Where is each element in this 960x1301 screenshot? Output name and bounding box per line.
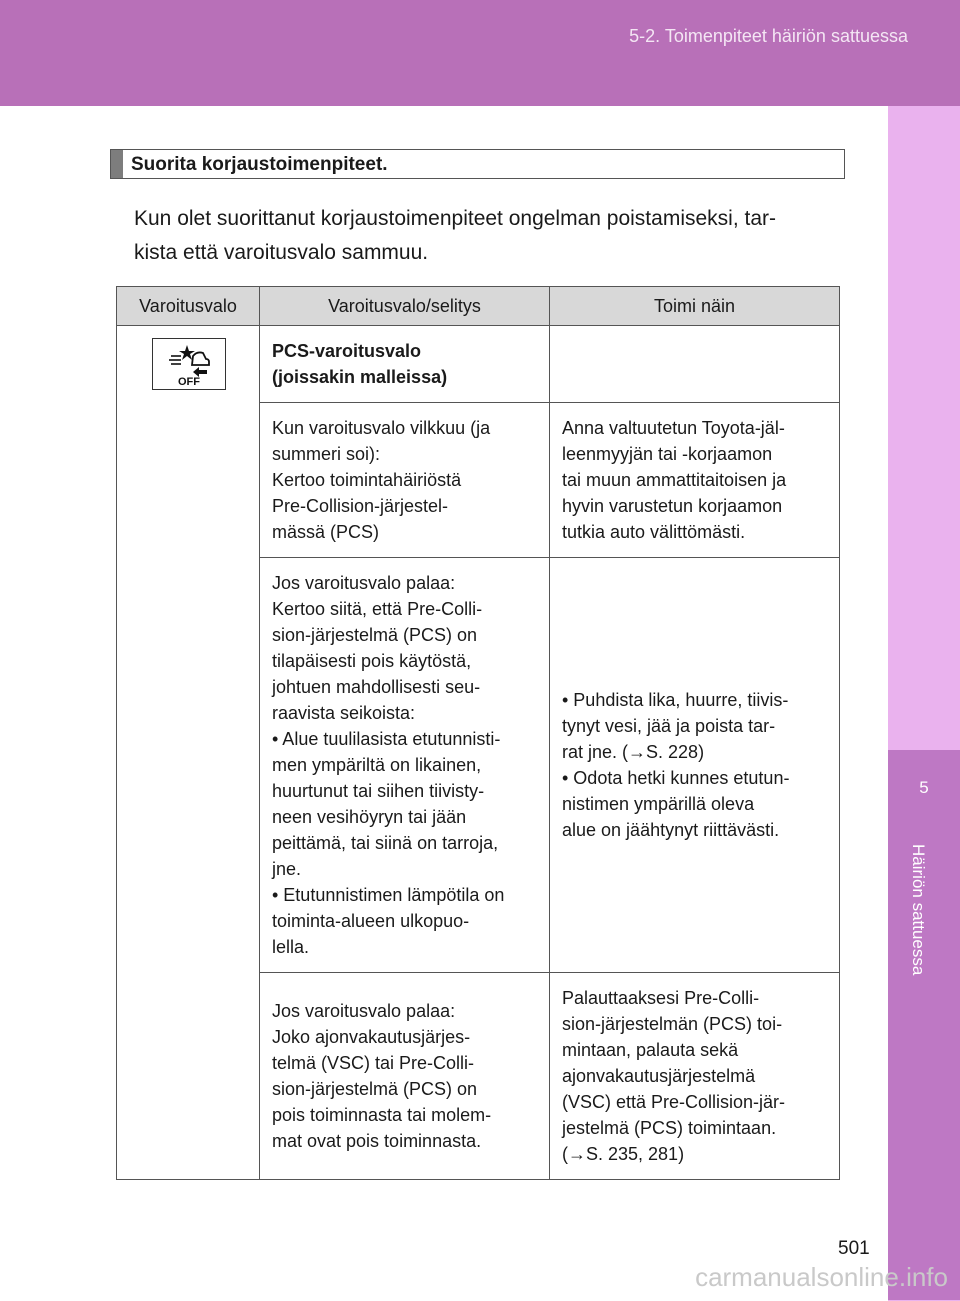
page-number: 501 <box>838 1238 870 1259</box>
warning-light-cell <box>117 326 260 1180</box>
explanation-cell: Jos varoitusvalo palaa: Joko ajonvakautusjärjes- telmä (VSC) tai Pre-Colli- sion-järjestelmä (PCS) on pois toiminnasta tai molem- mat ovat pois toiminnasta. <box>260 973 550 1180</box>
table-row <box>117 326 840 403</box>
bullet-item: • Puhdista lika, huurre, tiivis- tynyt vesi, jää ja poista tar- rat jne. (→S. 228) <box>562 690 789 762</box>
warning-light-table <box>116 286 840 1180</box>
column-header: Toimi näin <box>550 287 840 326</box>
intro-line: Kun olet suorittanut korjaustoimenpiteet ongelman poistamiseksi, tar- <box>134 207 776 230</box>
column-header: Varoitusvalo <box>117 287 260 326</box>
column-header: Varoitusvalo/selitys <box>260 287 550 326</box>
bullet-item: • Alue tuulilasista etutunnisti- men ympäriltä on likainen, huurtunut tai siihen tiivisty- neen vesihöyryn tai jään peittämä, tai siinä on tarroja, jne. <box>272 729 501 879</box>
svg-text:OFF: OFF <box>178 376 200 388</box>
intro-paragraph <box>134 202 844 270</box>
section-heading: Suorita korjaustoimenpiteet. <box>131 154 388 175</box>
bullet-item: • Etutunnistimen lämpötila on toiminta-alueen ulkopuo- lella. <box>272 885 505 957</box>
explanation-cell: Jos varoitusvalo palaa: Kertoo siitä, että Pre-Colli- sion-järjestelmä (PCS) on tilapäisesti pois käytöstä, johtuen mahdollisesti seu- raavista seikoista: • Alue tuulilasista etutunnisti- men ympäriltä on likainen, huurtunut tai siihen tiivisty- neen vesihöyryn tai jään peittämä, tai siinä on tarroja, jne. • Etutunnistimen lämpötila on toiminta-alueen ulkopuo- lella. <box>260 558 550 973</box>
empty-cell <box>550 326 840 403</box>
chapter-name: Häiriön sattuessa <box>909 844 928 976</box>
header-band <box>0 0 960 106</box>
action-cell: Palauttaaksesi Pre-Colli- sion-järjestelmän (PCS) toi- mintaan, palauta sekä ajonvakautusjärjestelmä (VSC) että Pre-Collision-jär- jestelmä (PCS) toimintaan. (→S. 235, 281) <box>550 973 840 1180</box>
pcs-title-cell: PCS-varoitusvalo (joissakin malleissa) <box>260 326 550 403</box>
section-title: 5-2. Toimenpiteet häiriön sattuessa <box>629 26 908 46</box>
action-cell: Anna valtuutetun Toyota-jäl- leenmyyjän tai -korjaamon tai muun ammattitaitoisen ja hyvin varustetun korjaamon tutkia auto välittömästi. <box>550 403 840 558</box>
table-header-row <box>117 287 840 326</box>
action-cell <box>550 558 840 973</box>
intro-line: kista että varoitusvalo sammuu. <box>134 241 429 264</box>
chapter-tab <box>888 750 960 1300</box>
pcs-off-warning-icon <box>152 338 226 390</box>
bullet-item: • Odota hetki kunnes etutun- nistimen ympärillä oleva alue on jäähtynyt riittävästi. <box>562 768 790 840</box>
chapter-number: 5 <box>919 778 929 797</box>
section-heading-bar <box>110 149 845 179</box>
explanation-cell: Kun varoitusvalo vilkkuu (ja summeri soi): Kertoo toimintahäiriöstä Pre-Collision-järjestel- mässä (PCS) <box>260 403 550 558</box>
watermark: carmanualsonline.info <box>695 1262 948 1292</box>
heading-accent <box>111 150 123 178</box>
